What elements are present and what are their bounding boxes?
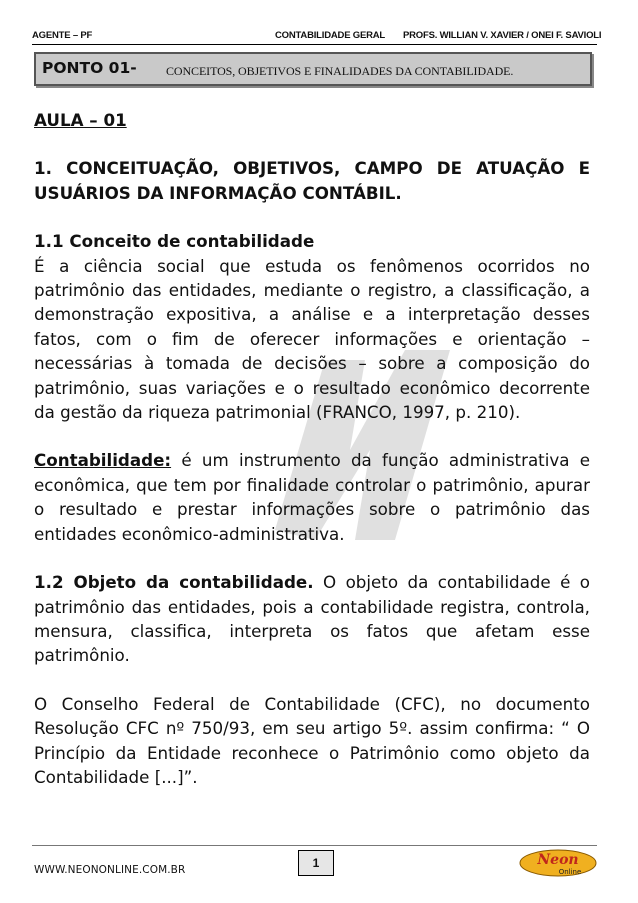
- header-course: AGENTE – PF: [32, 30, 93, 41]
- object-text: O objeto da contabilidade é o patrimônio das entidades, pois a contabilidade registra, controla, mensura, classifica, interpreta os fatos que afetam esse patrimônio.: [34, 572, 590, 666]
- header-teachers: PROFS. WILLIAN V. XAVIER / ONEI F. SAVIOLI: [403, 30, 602, 41]
- document-body: [34, 108, 590, 789]
- footer-divider: [32, 845, 597, 846]
- subsection-heading-object: 1.2 Objeto da contabilidade.: [34, 572, 314, 593]
- paragraph-definition: [34, 448, 590, 546]
- page-number: 1: [298, 850, 334, 876]
- logo-text: Neon: [537, 852, 579, 868]
- section-heading: 1. CONCEITUAÇÃO, OBJETIVOS, CAMPO DE ATUAÇÃO E USUÁRIOS DA INFORMAÇÃO CONTÁBIL.: [34, 158, 590, 203]
- lesson-title: AULA – 01: [34, 110, 127, 130]
- term-contabilidade: Contabilidade:: [34, 450, 172, 471]
- subsection-heading: 1.1 Conceito de contabilidade: [34, 231, 315, 252]
- topic-code: PONTO 01-: [42, 59, 137, 77]
- topic-subtitle: CONCEITOS, OBJETIVOS E FINALIDADES DA CONTABILIDADE.: [166, 64, 514, 78]
- definition-text: é um instrumento da função administrativa e econômica, que tem por finalidade controlar o patrimônio, apurar o resultado e prestar informações sobre o patrimônio das entidades econômico-administrativa.: [34, 450, 590, 544]
- paragraph-object: [34, 570, 590, 668]
- topic-title-box: [34, 52, 592, 86]
- paragraph-cfc: O Conselho Federal de Contabilidade (CFC), no documento Resolução CFC nº 750/93, em seu artigo 5º. assim confirma: “ O Princípio da Entidade reconhece o Patrimônio como objeto da Contabilidade [...]”.: [34, 693, 590, 787]
- paragraph-concept: É a ciência social que estuda os fenômenos ocorridos no patrimônio das entidades, mediante o registro, a classificação, a demonstração expositiva, a análise e a interpretação desses fatos, com o fim de oferecer informações e orientação – necessárias à tomada de decisões – sobre a composição do patrimônio, suas variações e o resultado econômico decorrente da gestão da riqueza patrimonial (FRANCO, 1997, p. 210).: [34, 255, 590, 423]
- page-header: [32, 28, 602, 45]
- footer-website: WWW.NEONONLINE.COM.BR: [34, 864, 186, 876]
- neon-online-logo-icon: [518, 848, 598, 878]
- header-subject: CONTABILIDADE GERAL: [275, 30, 386, 41]
- logo-subtext: Online: [558, 868, 582, 876]
